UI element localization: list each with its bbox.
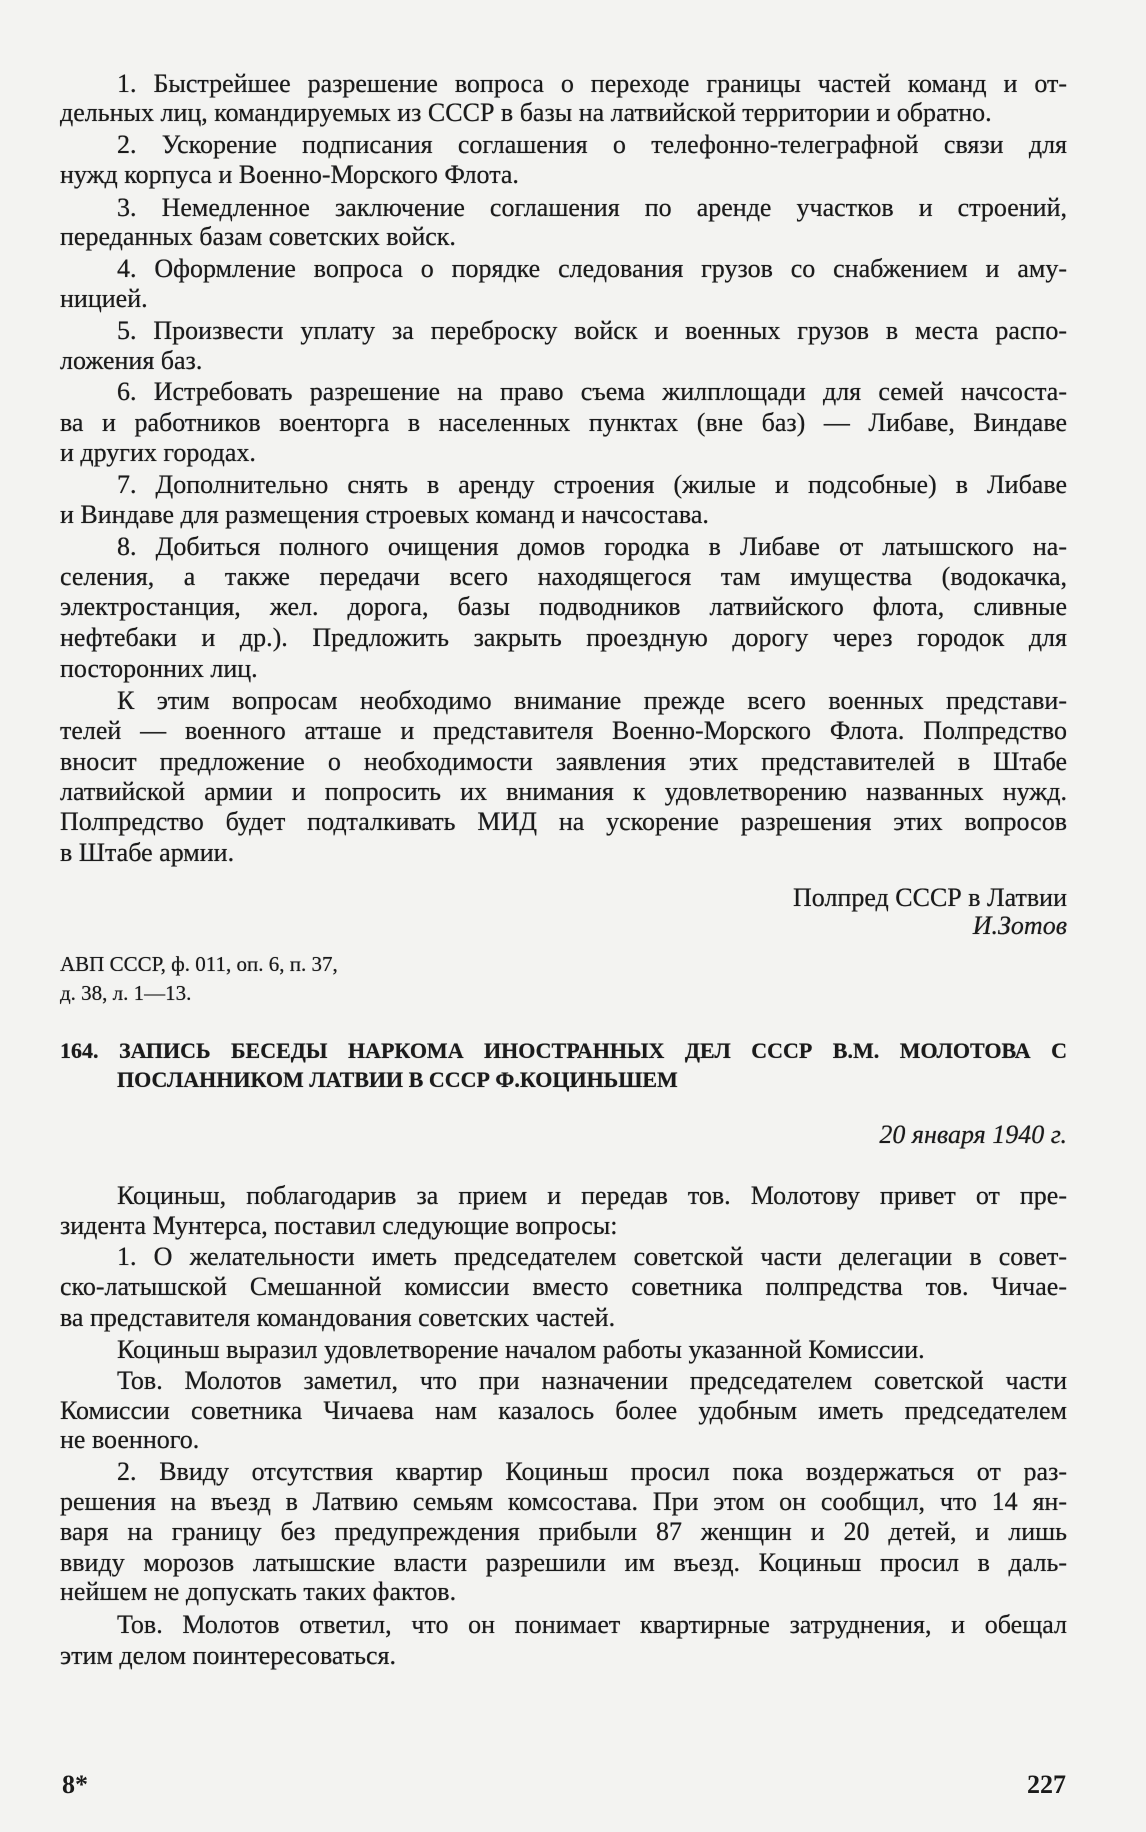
paragraph-line: телей — военного атташе и представителя Военно-Морского Флота. Полпредство [60,716,1067,745]
paragraph-line: переданных базам советских войск. [60,222,456,251]
page-number: 227 [1027,1770,1066,1799]
paragraph-line: 3. Немедленное заключение соглашения по аренде участков и строений, [117,193,1067,222]
paragraph-line: в Штабе армии. [60,838,235,867]
paragraph-line: 1. Быстрейшее разрешение вопроса о переходе границы частей команд и от- [117,69,1067,98]
paragraph-line: ва представителя командования советских частей. [60,1303,616,1332]
archive-reference: АВП СССР, ф. 011, оп. 6, п. 37, [60,952,338,976]
paragraph-line: 4. Оформление вопроса о порядке следования грузов со снабжением и аму- [117,254,1067,283]
paragraph-line: 5. Произвести уплату за переброску войск и военных грузов в места распо- [117,316,1067,345]
paragraph-line: ско-латышской Смешанной комиссии вместо советника полпредства тов. Чичае- [60,1272,1067,1301]
signature-mark: 8* [62,1770,88,1799]
paragraph-line: нужд корпуса и Военно-Морского Флота. [60,160,519,189]
paragraph-line: 2. Ввиду отсутствия квартир Коциньш просил пока воздержаться от раз- [117,1457,1067,1486]
paragraph-line: ложения баз. [60,346,203,375]
paragraph-line: 1. О желательности иметь председателем советской части делегации в совет- [117,1242,1067,1271]
paragraph-line: К этим вопросам необходимо внимание прежде всего военных представи- [117,686,1067,715]
document-heading: ПОСЛАННИКОМ ЛАТВИИ В СССР Ф.КОЦИНЬШЕМ [117,1067,678,1092]
paragraph-line: Тов. Молотов ответил, что он понимает квартирные затруднения, и обещал [117,1610,1067,1639]
paragraph-line: Коциньш, поблагодарив за прием и передав тов. Молотову привет от пре- [117,1181,1067,1210]
paragraph-line: Тов. Молотов заметил, что при назначении председателем советской части [117,1366,1067,1395]
paragraph-line: посторонних лиц. [60,654,258,683]
paragraph-line: латвийской армии и попросить их внимания к удовлетворению названных нужд. [60,777,1067,806]
paragraph-line: не военного. [60,1425,200,1454]
paragraph-line: 8. Добиться полного очищения домов городка в Либаве от латышского на- [117,532,1067,561]
paragraph-line: и других городах. [60,438,256,467]
signature-name: И.Зотов [972,911,1067,940]
paragraph-line: нейшем не допускать таких фактов. [60,1577,457,1606]
archive-reference: д. 38, л. 1—13. [60,981,192,1005]
paragraph-line: нефтебаки и др.). Предложить закрыть проездную дорогу через городок для [60,623,1067,652]
paragraph-line: селения, а также передачи всего находящегося там имущества (водокачка, [60,562,1067,591]
document-heading: 164. ЗАПИСЬ БЕСЕДЫ НАРКОМА ИНОСТРАННЫХ ДЕЛ СССР В.М. МОЛОТОВА С [60,1038,1067,1063]
paragraph-line: 2. Ускорение подписания соглашения о телефонно-телеграфной связи для [117,130,1067,159]
paragraph-line: варя на границу без предупреждения прибыли 87 женщин и 20 детей, и лишь [60,1517,1067,1546]
paragraph-line: и Виндаве для размещения строевых команд и начсостава. [60,500,709,529]
paragraph-line: дельных лиц, командируемых из СССР в базы на латвийской территории и обратно. [60,98,992,127]
paragraph-line: ницией. [60,284,148,313]
signature-title: Полпред СССР в Латвии [793,883,1067,912]
paragraph-line: 7. Дополнительно снять в аренду строения (жилые и подсобные) в Либаве [117,470,1067,499]
paragraph-line: электростанция, жел. дорога, базы подводников латвийского флота, сливные [60,592,1067,621]
paragraph-line: Полпредство будет подталкивать МИД на ускорение разрешения этих вопросов [60,807,1067,836]
paragraph-line: Комиссии советника Чичаева нам казалось более удобным иметь председателем [60,1396,1067,1425]
paragraph-line: Коциньш выразил удовлетворение началом работы указанной Комиссии. [117,1335,925,1364]
paragraph-line: зидента Мунтерса, поставил следующие вопросы: [60,1211,618,1240]
paragraph-line: 6. Истребовать разрешение на право съема жилплощади для семей начсоста- [117,377,1067,406]
paragraph-line: ввиду морозов латышские власти разрешили им въезд. Коциньш просил в даль- [60,1548,1067,1577]
paragraph-line: этим делом поинтересоваться. [60,1641,396,1670]
document-date: 20 января 1940 г. [879,1120,1067,1149]
paragraph-line: ва и работников военторга в населенных пунктах (вне баз) — Либаве, Виндаве [60,408,1067,437]
paragraph-line: вносит предложение о необходимости заявления этих представителей в Штабе [60,747,1067,776]
paragraph-line: решения на въезд в Латвию семьям комсостава. При этом он сообщил, что 14 ян- [60,1487,1067,1516]
